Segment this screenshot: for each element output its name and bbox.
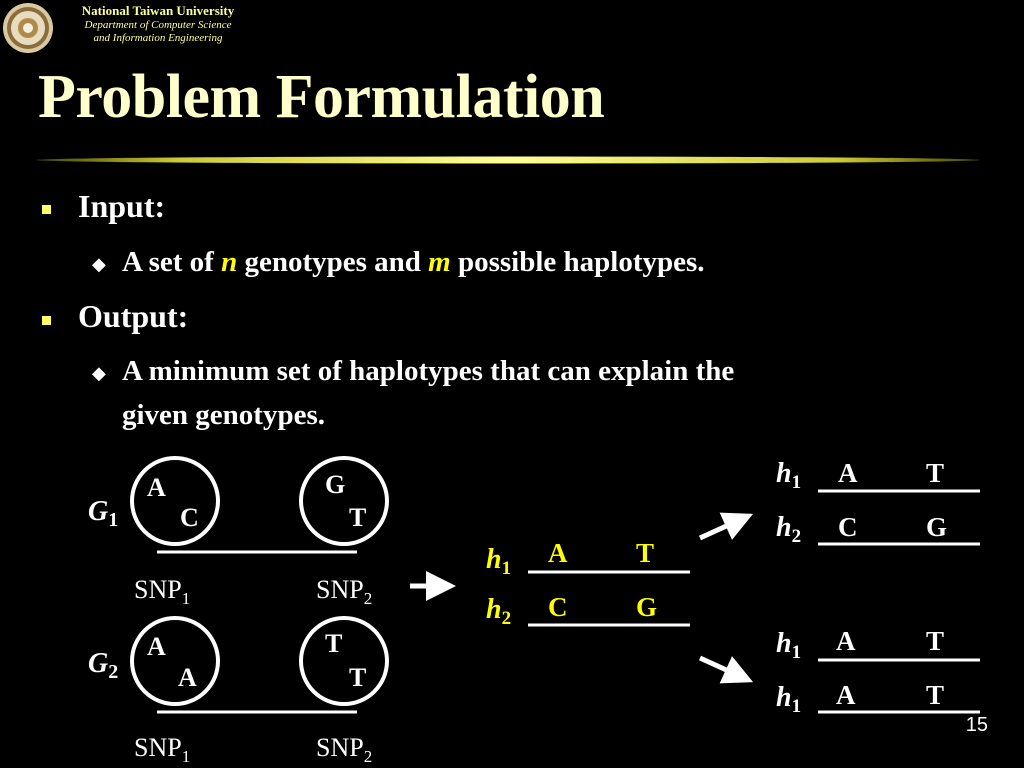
var-m: m [428, 246, 451, 278]
mid-h1-allele1: A [548, 538, 568, 568]
output-description-line-1: A minimum set of haplotypes that can explain the [122, 355, 735, 387]
br-h1-allele1: A [836, 626, 856, 656]
bullet-diamond-icon: ◆ [92, 254, 106, 274]
tr-h2-label: $h_2$ [776, 512, 802, 547]
snp1-label-bottom: $SNP_1$ [134, 733, 191, 766]
bullet-output: Output: [78, 298, 189, 334]
genotype-label-g2: $G_2$ [88, 648, 119, 683]
g2-snp1-top: A [147, 632, 166, 661]
arrow-up-right-icon [700, 518, 744, 538]
output-description-line-2: given genotypes. [122, 399, 325, 431]
br-h2-label: $h_1$ [776, 682, 802, 717]
var-n: n [221, 246, 238, 278]
tr-h1-allele1: A [838, 458, 858, 488]
mid-h2-label: $h_2$ [486, 594, 512, 629]
mid-h1-allele2: T [636, 538, 655, 568]
department-line-2: and Information Engineering [93, 31, 223, 44]
input-description: A set of n genotypes and m possible haplotypes. [122, 246, 705, 278]
haplotype-diagram [0, 440, 1024, 768]
tr-h2-allele2: G [926, 512, 948, 542]
institution-name: National Taiwan University [81, 3, 235, 18]
br-h1-label: $h_1$ [776, 628, 802, 663]
slide-title: Problem Formulation [38, 63, 605, 131]
br-h1-allele2: T [926, 626, 945, 656]
mid-h1-label: $h_1$ [486, 544, 512, 579]
department-line-1: Department of Computer Science [84, 18, 232, 31]
tr-h1-label: $h_1$ [776, 458, 802, 493]
institution-header [58, 4, 258, 44]
title-divider [36, 156, 980, 164]
g1-snp1-bottom: C [180, 503, 199, 532]
bullet-square-icon [42, 316, 51, 325]
bullet-input: Input: [78, 188, 166, 224]
snp1-circle [132, 458, 218, 544]
page-number: 15 [965, 714, 988, 736]
br-h2-allele1: A [836, 680, 856, 710]
mid-h2-allele1: C [548, 592, 568, 622]
bullet-diamond-icon: ◆ [92, 363, 106, 383]
snp2-label-top: $SNP_2$ [316, 575, 373, 608]
tr-h1-allele2: T [926, 458, 945, 488]
genotype-label-g1: $G_1$ [88, 496, 119, 531]
arrow-down-right-icon [700, 658, 744, 678]
snp2-circle [301, 618, 387, 704]
tr-h2-allele1: C [838, 512, 858, 542]
mid-h2-allele2: G [636, 592, 658, 622]
output-description [122, 349, 734, 437]
br-h2-allele2: T [926, 680, 945, 710]
g1-snp2-bottom: T [349, 503, 367, 532]
g2-snp1-bottom: A [178, 663, 197, 692]
g1-snp2-top: G [325, 470, 346, 499]
g2-snp2-bottom: T [349, 663, 367, 692]
g2-snp2-top: T [325, 629, 343, 658]
snp1-circle [132, 618, 218, 704]
bullet-square-icon [42, 205, 51, 214]
university-seal-logo [2, 2, 54, 54]
snp2-label-bottom: $SNP_2$ [316, 733, 373, 766]
snp1-label-top: $SNP_1$ [134, 575, 191, 608]
g1-snp1-top: A [147, 473, 166, 502]
